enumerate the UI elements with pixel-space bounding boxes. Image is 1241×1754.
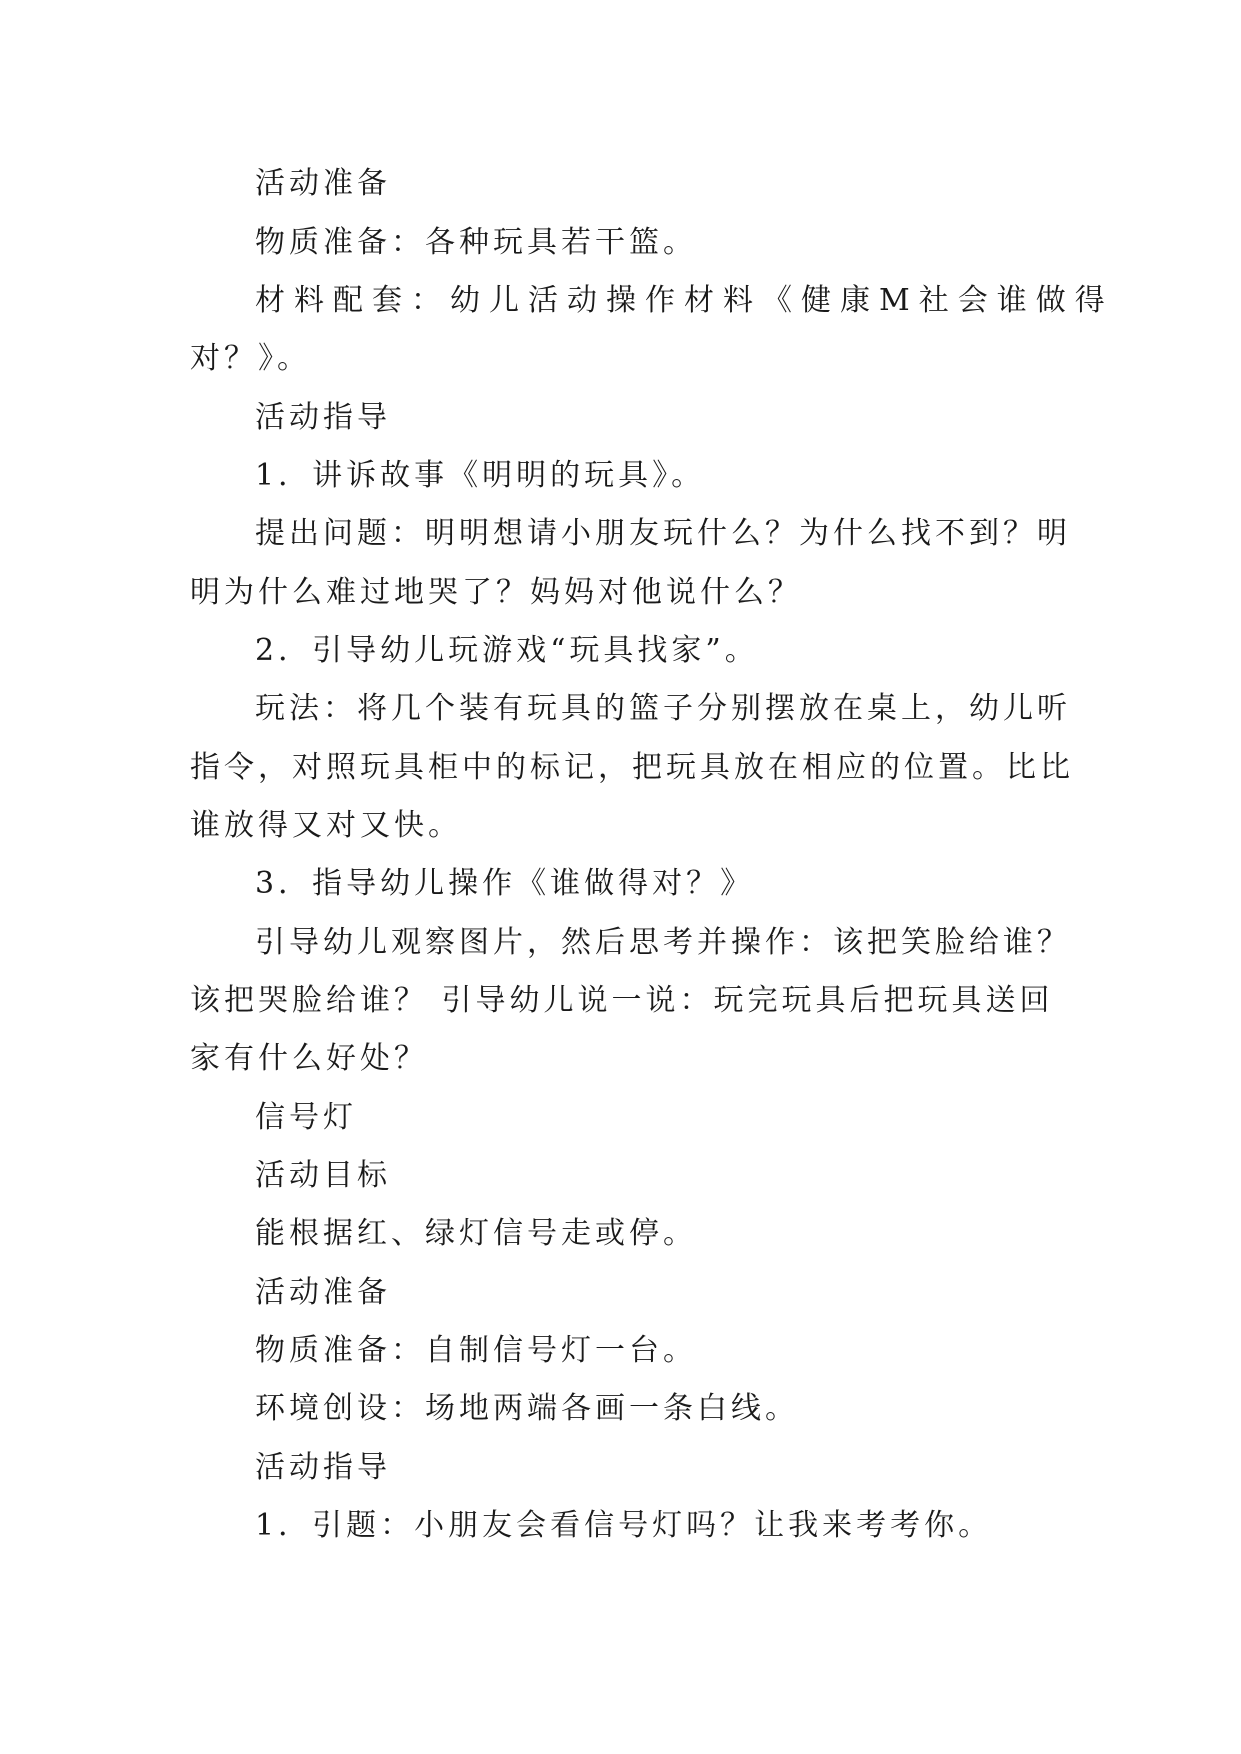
section-heading-activity-preparation-2: 活动准备 <box>255 1275 391 1310</box>
list-item-3-operation: 3．指导幼儿操作《谁做得对？》 <box>255 866 755 901</box>
paragraph-material-kit: 材料配套：幼儿活动操作材料《健康M社会谁做得 <box>255 283 1114 318</box>
paragraph-observe-cont-1: 该把哭脸给谁？ 引导幼儿说一说：玩完玩具后把玩具送回 <box>190 983 1054 1018</box>
paragraph-game-rules: 玩法：将几个装有玩具的篮子分别摆放在桌上，幼儿听 <box>255 691 1071 726</box>
paragraph-questions: 提出问题：明明想请小朋友玩什么？为什么找不到？明 <box>255 516 1071 551</box>
paragraph-environment-setup: 环境创设：场地两端各画一条白线。 <box>255 1391 799 1426</box>
paragraph-game-rules-cont-2: 谁放得又对又快。 <box>190 808 462 843</box>
section-title-traffic-light: 信号灯 <box>255 1100 357 1135</box>
list-item-2-game: 2．引导幼儿玩游戏“玩具找家”。 <box>255 633 759 668</box>
section-heading-activity-goal: 活动目标 <box>255 1158 391 1193</box>
paragraph-game-rules-cont-1: 指令，对照玩具柜中的标记，把玩具放在相应的位置。比比 <box>190 750 1074 785</box>
paragraph-goal: 能根据红、绿灯信号走或停。 <box>255 1216 697 1251</box>
list-item-1-story: 1．讲诉故事《明明的玩具》。 <box>255 458 706 493</box>
paragraph-material-preparation-2: 物质准备：自制信号灯一台。 <box>255 1333 697 1368</box>
section-heading-activity-guidance-2: 活动指导 <box>255 1450 391 1485</box>
section-heading-activity-guidance: 活动指导 <box>255 400 391 435</box>
paragraph-questions-cont: 明为什么难过地哭了？妈妈对他说什么？ <box>190 575 802 610</box>
list-item-1-intro: 1．引题：小朋友会看信号灯吗？让我来考考你。 <box>255 1508 993 1543</box>
paragraph-material-preparation: 物质准备：各种玩具若干篮。 <box>255 225 697 260</box>
paragraph-observe: 引导幼儿观察图片，然后思考并操作：该把笑脸给谁？ <box>255 925 1071 960</box>
paragraph-material-kit-cont: 对？》。 <box>190 341 311 376</box>
paragraph-observe-cont-2: 家有什么好处？ <box>190 1041 428 1076</box>
section-heading-activity-preparation: 活动准备 <box>255 166 391 201</box>
